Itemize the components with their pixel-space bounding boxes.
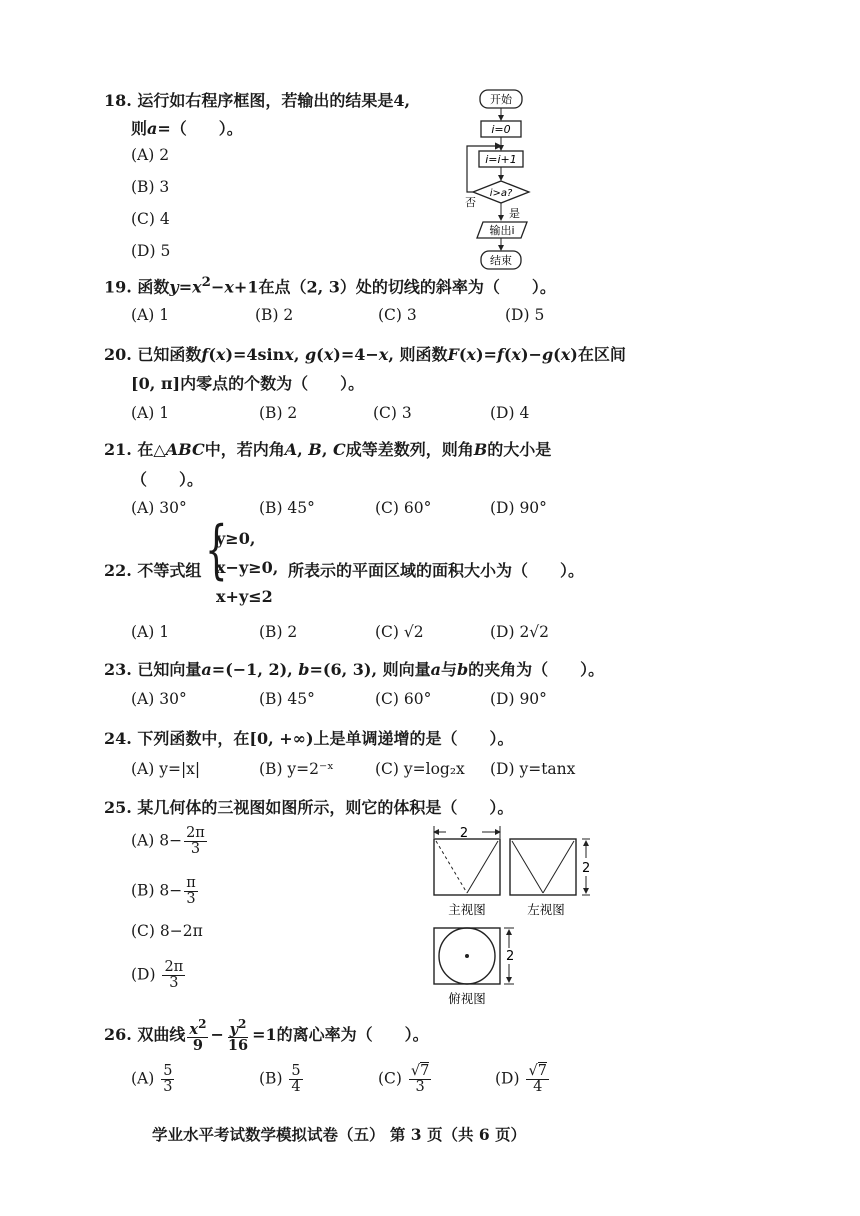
- q18-option-d[interactable]: (D) 5: [131, 242, 171, 260]
- q22-stem-prefix: 22. 不等式组: [104, 561, 202, 580]
- q26-option-b[interactable]: (B) $\frac{5}{4}$: [259, 1063, 301, 1096]
- q26-option-c[interactable]: (C) $\frac{√7}{3}$: [378, 1063, 430, 1096]
- q18-flowchart: [455, 86, 555, 276]
- q20-stem-2: [0, π]内零点的个数为（ ）。: [131, 374, 365, 393]
- q25-option-c[interactable]: (C) 8−2π: [131, 922, 203, 940]
- flow-yes-label: 是: [509, 207, 520, 220]
- side-view-label: 左视图: [527, 902, 565, 917]
- q25-three-views: [426, 822, 596, 1012]
- q21-option-a[interactable]: (A) 30°: [131, 499, 187, 517]
- page-footer: 学业水平考试数学模拟试卷（五） 第 3 页（共 6 页）: [152, 1125, 527, 1144]
- q19-option-d[interactable]: (D) 5: [505, 306, 545, 324]
- flow-step-label: i=i+1: [485, 153, 517, 166]
- flow-init-label: i=0: [491, 123, 511, 136]
- q21-option-d[interactable]: (D) 90°: [490, 499, 547, 517]
- q22-ineq-1: y≥0,: [216, 529, 256, 548]
- q20-option-a[interactable]: (A) 1: [131, 404, 170, 422]
- top-view-label: 俯视图: [448, 991, 486, 1006]
- q21-option-c[interactable]: (C) 60°: [375, 499, 432, 517]
- q25-stem: 25. 某几何体的三视图如图所示，则它的体积是（ ）。: [104, 798, 514, 817]
- flow-no-label: 否: [465, 196, 476, 209]
- q24-option-b[interactable]: (B) y=2⁻ˣ: [259, 760, 334, 778]
- dim-width-label: 2: [459, 826, 469, 841]
- q22-option-b[interactable]: (B) 2: [259, 623, 298, 641]
- q20-stem: 20. 已知函数f(x)=4sinx, g(x)=4−x, 则函数F(x)=f(x)−g(x)在区间: [104, 345, 626, 364]
- q21-option-b[interactable]: (B) 45°: [259, 499, 315, 517]
- q23-option-b[interactable]: (B) 45°: [259, 690, 315, 708]
- front-view: [434, 839, 500, 895]
- q21-stem-2: （ ）。: [131, 470, 204, 489]
- side-view: [510, 839, 576, 895]
- q25-option-a[interactable]: (A) 8− $\frac{2\pi}{3}$: [131, 825, 205, 858]
- q22-ineq-3: x+y≤2: [216, 587, 273, 606]
- flow-output-label: 输出i: [489, 224, 515, 237]
- q18-stem-2: 则a=（ ）。: [131, 119, 243, 138]
- dim-top-label: 2: [506, 949, 515, 964]
- q19-stem: 19. 函数$y=x^2-x+1$在点（2, 3）处的切线的斜率为（ ）。: [104, 274, 556, 297]
- q23-option-a[interactable]: (A) 30°: [131, 690, 187, 708]
- q21-stem: 21. 在△ABC中，若内角A, B, C成等差数列，则角B的大小是: [104, 440, 552, 459]
- q19-option-c[interactable]: (C) 3: [378, 306, 417, 324]
- q18-option-b[interactable]: (B) 3: [131, 178, 170, 196]
- q24-option-d[interactable]: (D) y=tanx: [490, 760, 576, 778]
- q18-option-c[interactable]: (C) 4: [131, 210, 170, 228]
- q22-stem-suffix: 所表示的平面区域的面积大小为（ ）。: [288, 561, 585, 580]
- q26-stem: 26. 双曲线 $\frac{x^2}{9}$ − $\frac{y^2}{16}$ =1的离心率为（ ）。: [104, 1017, 429, 1055]
- q24-option-a[interactable]: (A) y=|x|: [131, 760, 201, 778]
- q19-option-a[interactable]: (A) 1: [131, 306, 170, 324]
- q25-option-b[interactable]: (B) 8− $\frac{\pi}{3}$: [131, 875, 196, 908]
- q23-option-c[interactable]: (C) 60°: [375, 690, 432, 708]
- q20-option-d[interactable]: (D) 4: [490, 404, 530, 422]
- q20-option-c[interactable]: (C) 3: [373, 404, 412, 422]
- q22-ineq-2: x−y≥0,: [216, 558, 279, 577]
- front-view-label: 主视图: [448, 902, 486, 917]
- dim-height-label: 2: [582, 861, 591, 876]
- q19-option-b[interactable]: (B) 2: [255, 306, 294, 324]
- flow-start-label: 开始: [490, 93, 512, 106]
- q26-option-d[interactable]: (D) $\frac{√7}{4}$: [495, 1063, 547, 1096]
- q25-option-d[interactable]: (D) $\frac{2\pi}{3}$: [131, 959, 184, 992]
- q22-option-c[interactable]: (C) √2: [375, 623, 424, 641]
- q22-option-d[interactable]: (D) 2√2: [490, 623, 550, 641]
- q26-option-a[interactable]: (A) $\frac{5}{3}$: [131, 1063, 173, 1096]
- q18-option-a[interactable]: (A) 2: [131, 146, 170, 164]
- q23-stem: 23. 已知向量a=(−1, 2), b=(6, 3), 则向量a与b的夹角为（ ）。: [104, 660, 605, 679]
- q23-option-d[interactable]: (D) 90°: [490, 690, 547, 708]
- q20-option-b[interactable]: (B) 2: [259, 404, 298, 422]
- q22-brace: {: [205, 513, 228, 587]
- flow-condition-label: i>a?: [489, 188, 513, 199]
- flow-end-label: 结束: [490, 254, 512, 267]
- q22-option-a[interactable]: (A) 1: [131, 623, 170, 641]
- q24-option-c[interactable]: (C) y=log₂x: [375, 760, 465, 778]
- q24-stem: 24. 下列函数中，在[0, +∞)上是单调递增的是（ ）。: [104, 729, 514, 748]
- q18-stem: 18. 运行如右程序框图，若输出的结果是4,: [104, 91, 411, 110]
